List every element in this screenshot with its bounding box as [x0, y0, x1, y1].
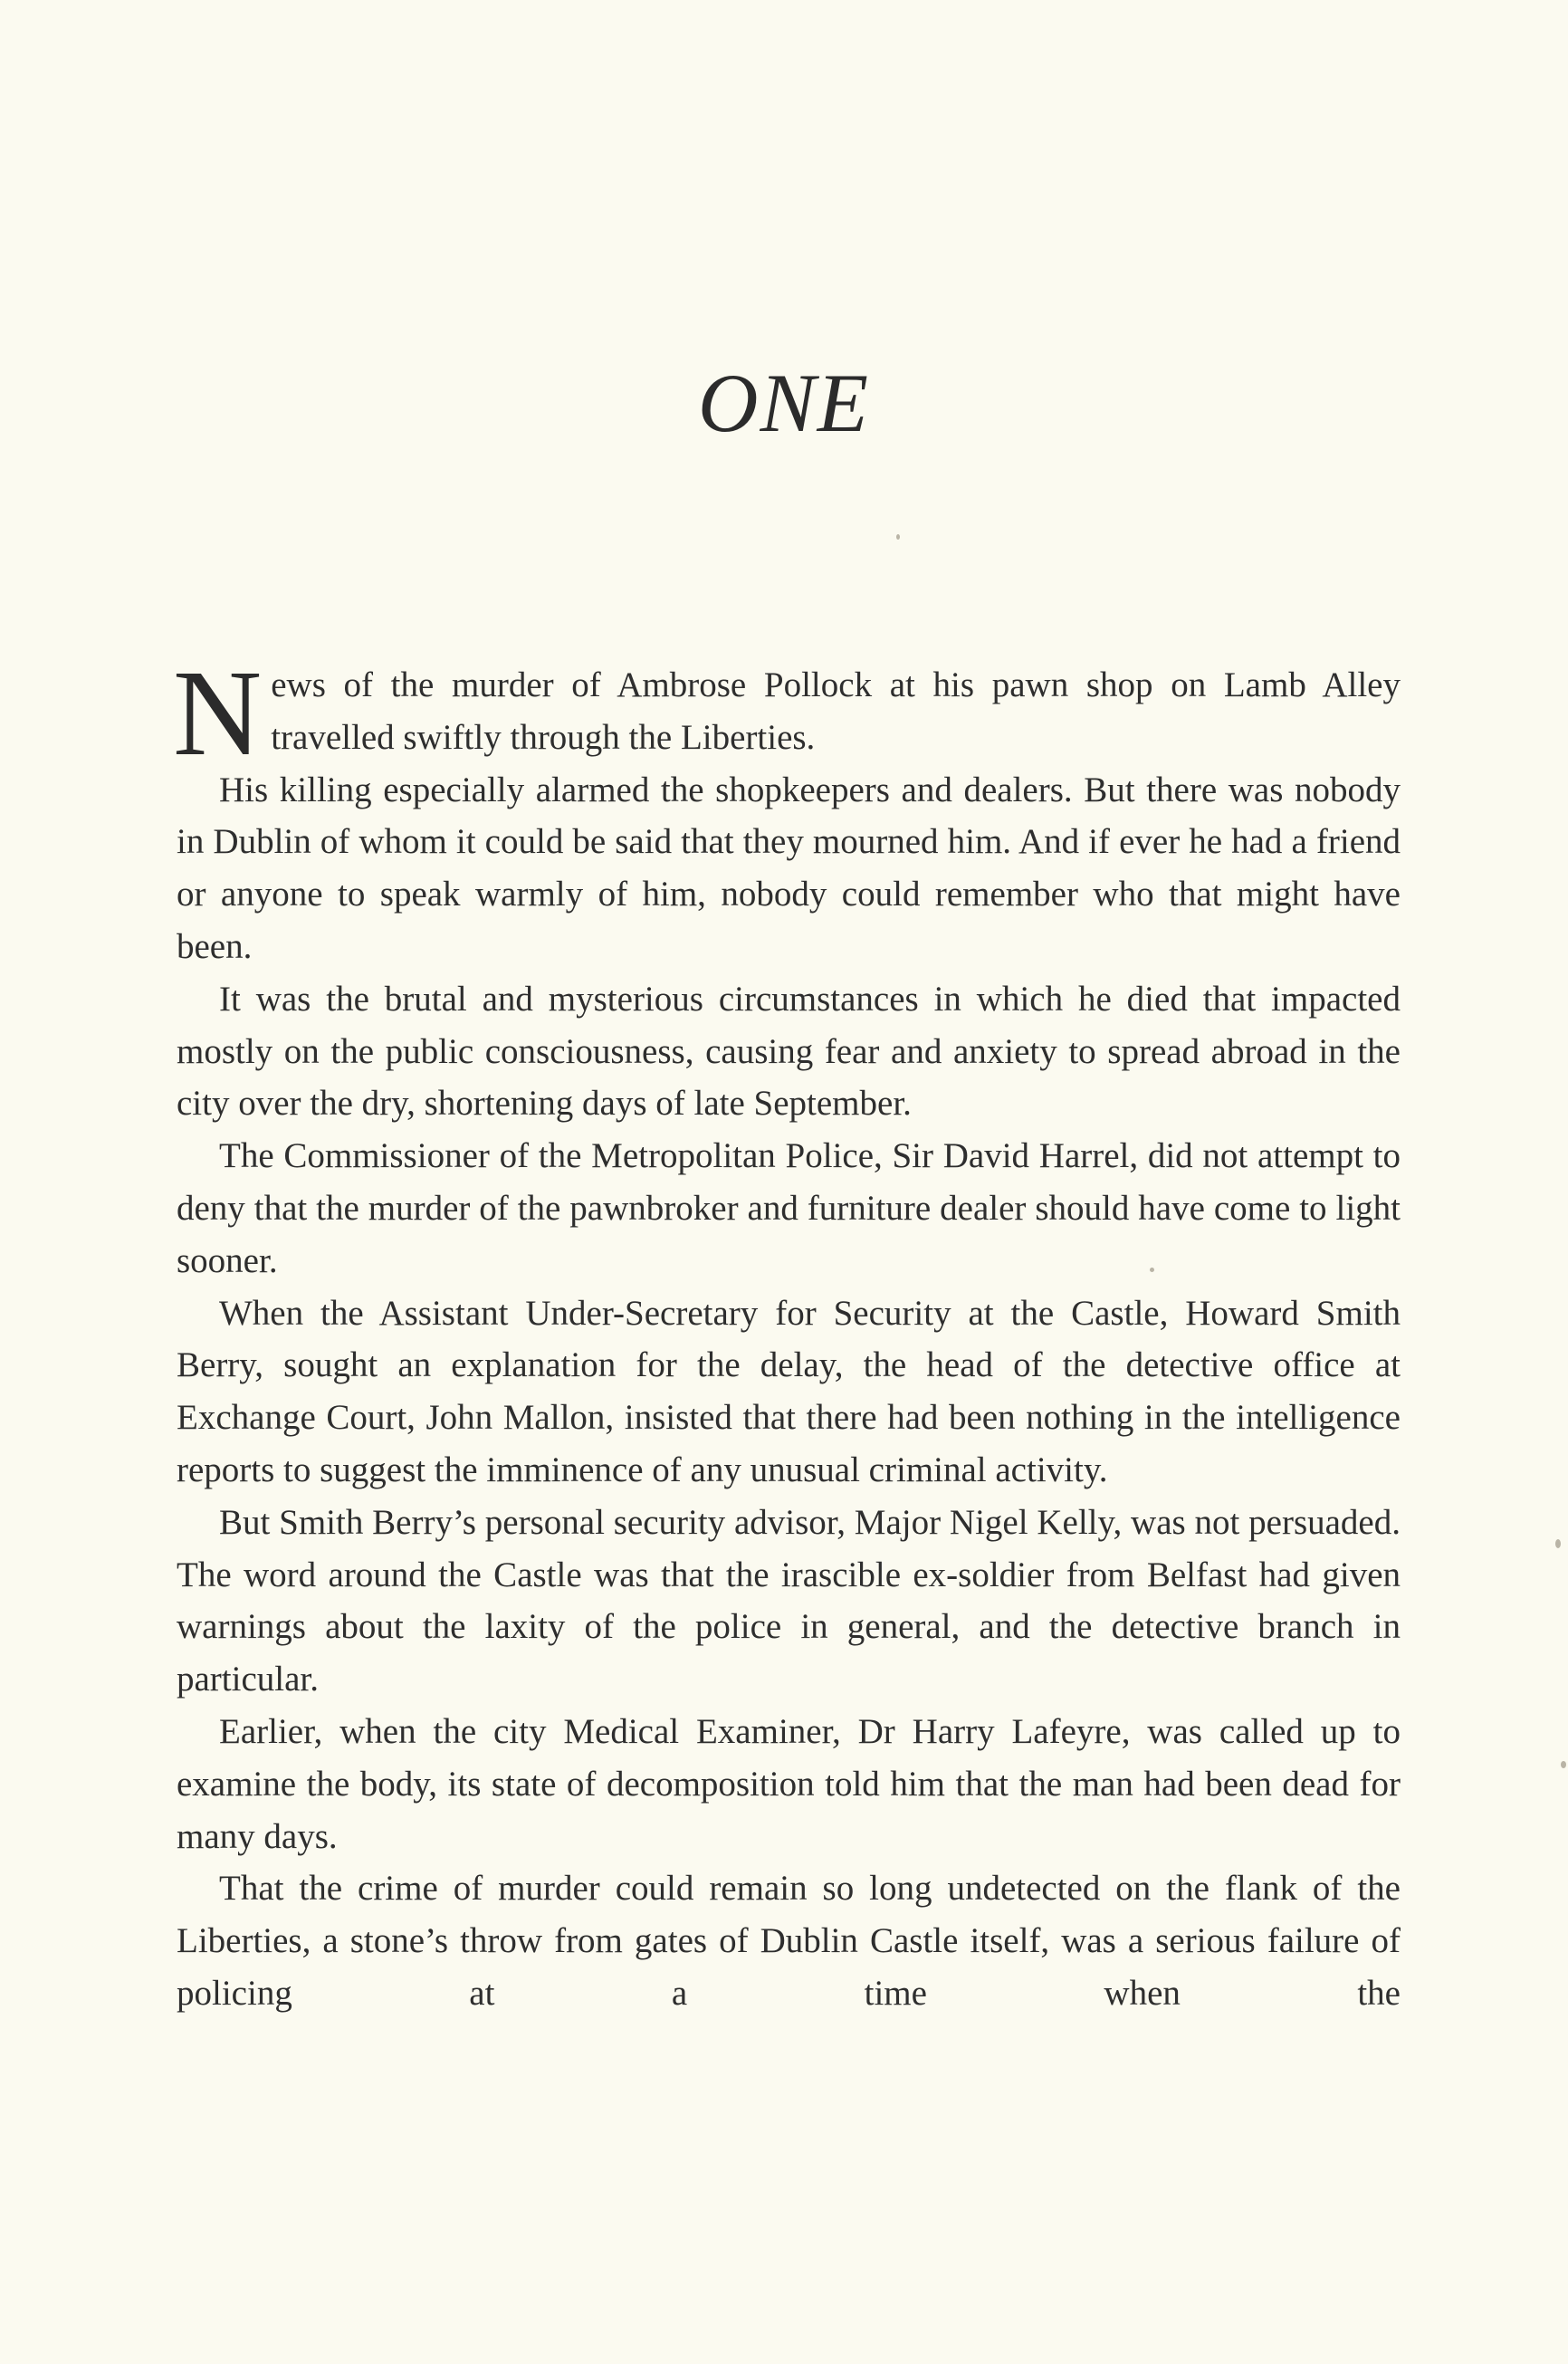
paragraph: His killing especially alarmed the shopkeepers and dealers. But there was nobody in Dublin of whom it could be said that they mourned him. And if ever he had a friend or anyone to speak warmly of him, nobody could remember who that might have been. [177, 770, 1401, 966]
paragraph: That the crime of murder could remain so long undetected on the flank of the Liberties, a stone’s throw from gates of Dublin Castle itself, was a serious failure of policing at a time when the [177, 1869, 1401, 2013]
drop-cap: N [173, 646, 263, 781]
paper-speck [1561, 1761, 1566, 1768]
paper-speck [1150, 1268, 1154, 1272]
paper-speck [1555, 1539, 1561, 1548]
opening-paragraph [173, 646, 1401, 781]
chapter-title: ONE [698, 357, 870, 449]
paragraph: But Smith Berry’s personal security advisor, Major Nigel Kelly, was not persuaded. The word around the Castle was that the irascible ex-soldier from Belfast had given warnings about the laxity of the police in general, and the detective branch in particular. [177, 1502, 1401, 1699]
paragraph: It was the brutal and mysterious circumstances in which he died that impacted mostly on the public consciousness, causing fear and anxiety to spread abroad in the city over the dry, shortening days of late September. [177, 979, 1401, 1124]
paragraph: When the Assistant Under-Secretary for Security at the Castle, Howard Smith Berry, sought an explanation for the delay, the head of the detective office at Exchange Court, John Mallon, insisted that there had been nothing in the intelligence reports to suggest the imminence of any unusual criminal activity. [177, 1293, 1401, 1489]
chapter-body [173, 646, 1401, 2020]
opening-text: ews of the murder of Ambrose Pollock at his pawn shop on Lamb Alley travelled swiftly through the Liberties. [271, 665, 1401, 757]
paragraph: The Commissioner of the Metropolitan Police, Sir David Harrel, did not attempt to deny that the murder of the pawnbroker and furniture dealer should have come to light sooner. [177, 1136, 1401, 1280]
paragraph: Earlier, when the city Medical Examiner, Dr Harry Lafeyre, was called up to examine the body, its state of decomposition told him that the man had been dead for many days. [177, 1711, 1401, 1856]
paper-speck [896, 534, 900, 540]
